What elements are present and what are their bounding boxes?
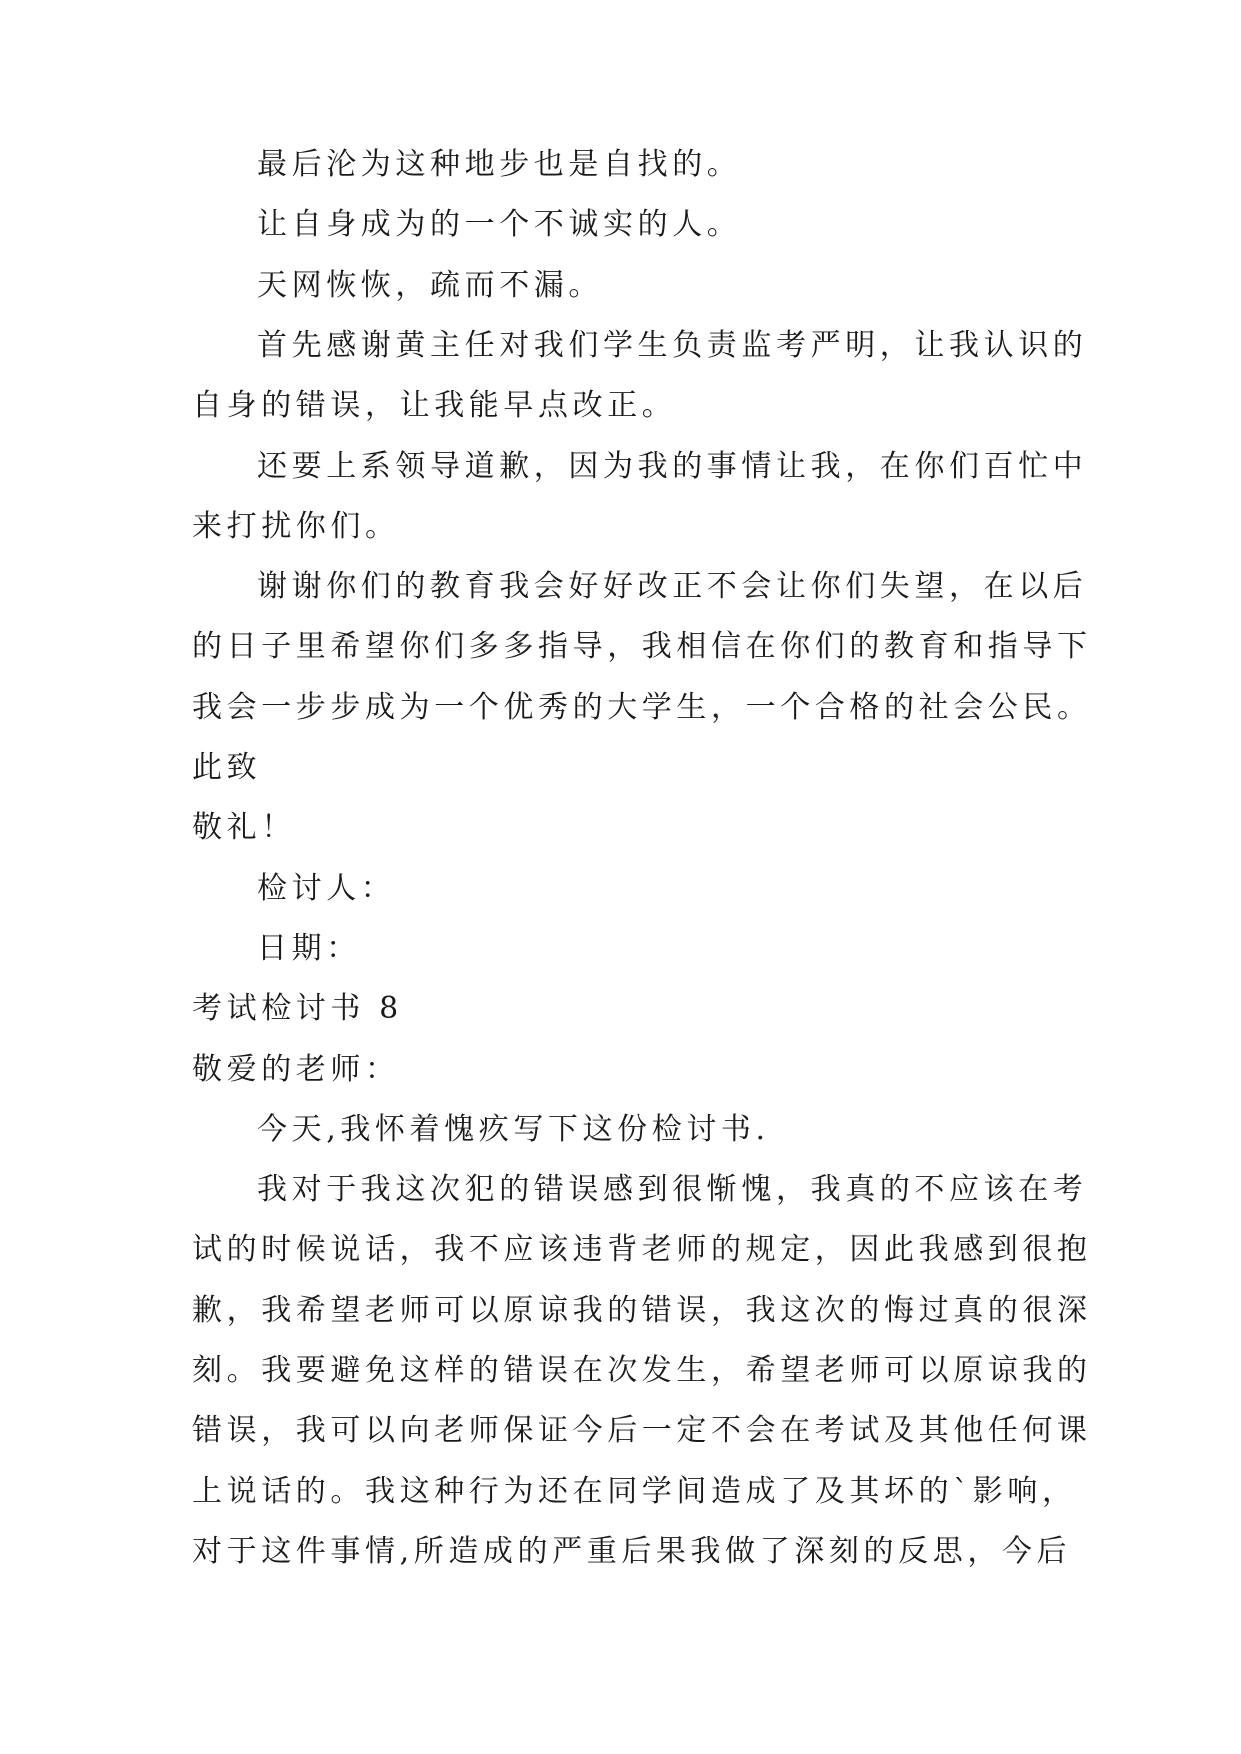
text-line: 天网恢恢，疏而不漏。 (257, 267, 603, 303)
text-line: 对于这件事情,所造成的严重后果我做了深刻的反思，今后 (192, 1533, 1072, 1569)
text-line: 的日子里希望你们多多指导，我相信在你们的教育和指导下 (192, 629, 1092, 665)
text-line: 谢谢你们的教育我会好好改正不会让你们失望，在以后 (257, 569, 1088, 605)
text-line: 首先感谢黄主任对我们学生负责监考严明，让我认识的 (257, 327, 1088, 363)
text-line: 歉，我希望老师可以原谅我的错误，我这次的悔过真的很深 (192, 1292, 1092, 1328)
text-line: 最后沦为这种地步也是自找的。 (257, 147, 742, 182)
text-line: 敬爱的老师： (192, 1051, 400, 1087)
text-line: 日期： (257, 930, 361, 966)
text-line: 上说话的。我这种行为还在同学间造成了及其坏的`影响， (192, 1473, 1077, 1509)
text-line: 我会一步步成为一个优秀的大学生，一个合格的社会公民。 (192, 689, 1092, 725)
text-line: 检讨人： (257, 870, 396, 906)
text-line: 刻。我要避免这样的错误在次发生，希望老师可以原谅我的 (192, 1353, 1092, 1388)
text-line: 我对于我这次犯的错误感到很惭愧，我真的不应该在考 (257, 1172, 1088, 1208)
text-line: 试的时候说话，我不应该违背老师的规定，因此我感到很抱 (192, 1232, 1092, 1268)
text-line: 敬礼！ (192, 810, 296, 846)
text-line: 此致 (192, 750, 262, 785)
text-line: 让自身成为的一个不诚实的人。 (257, 207, 742, 243)
text-line: 考试检讨书 8 (192, 991, 403, 1027)
text-line: 今天,我怀着愧疚写下这份检讨书. (257, 1111, 770, 1147)
text-line: 还要上系领导道歉，因为我的事情让我，在你们百忙中 (257, 448, 1088, 484)
text-line: 错误，我可以向老师保证今后一定不会在考试及其他任何课 (192, 1413, 1092, 1449)
text-line: 自身的错误，让我能早点改正。 (192, 388, 677, 424)
text-line: 来打扰你们。 (192, 508, 400, 544)
